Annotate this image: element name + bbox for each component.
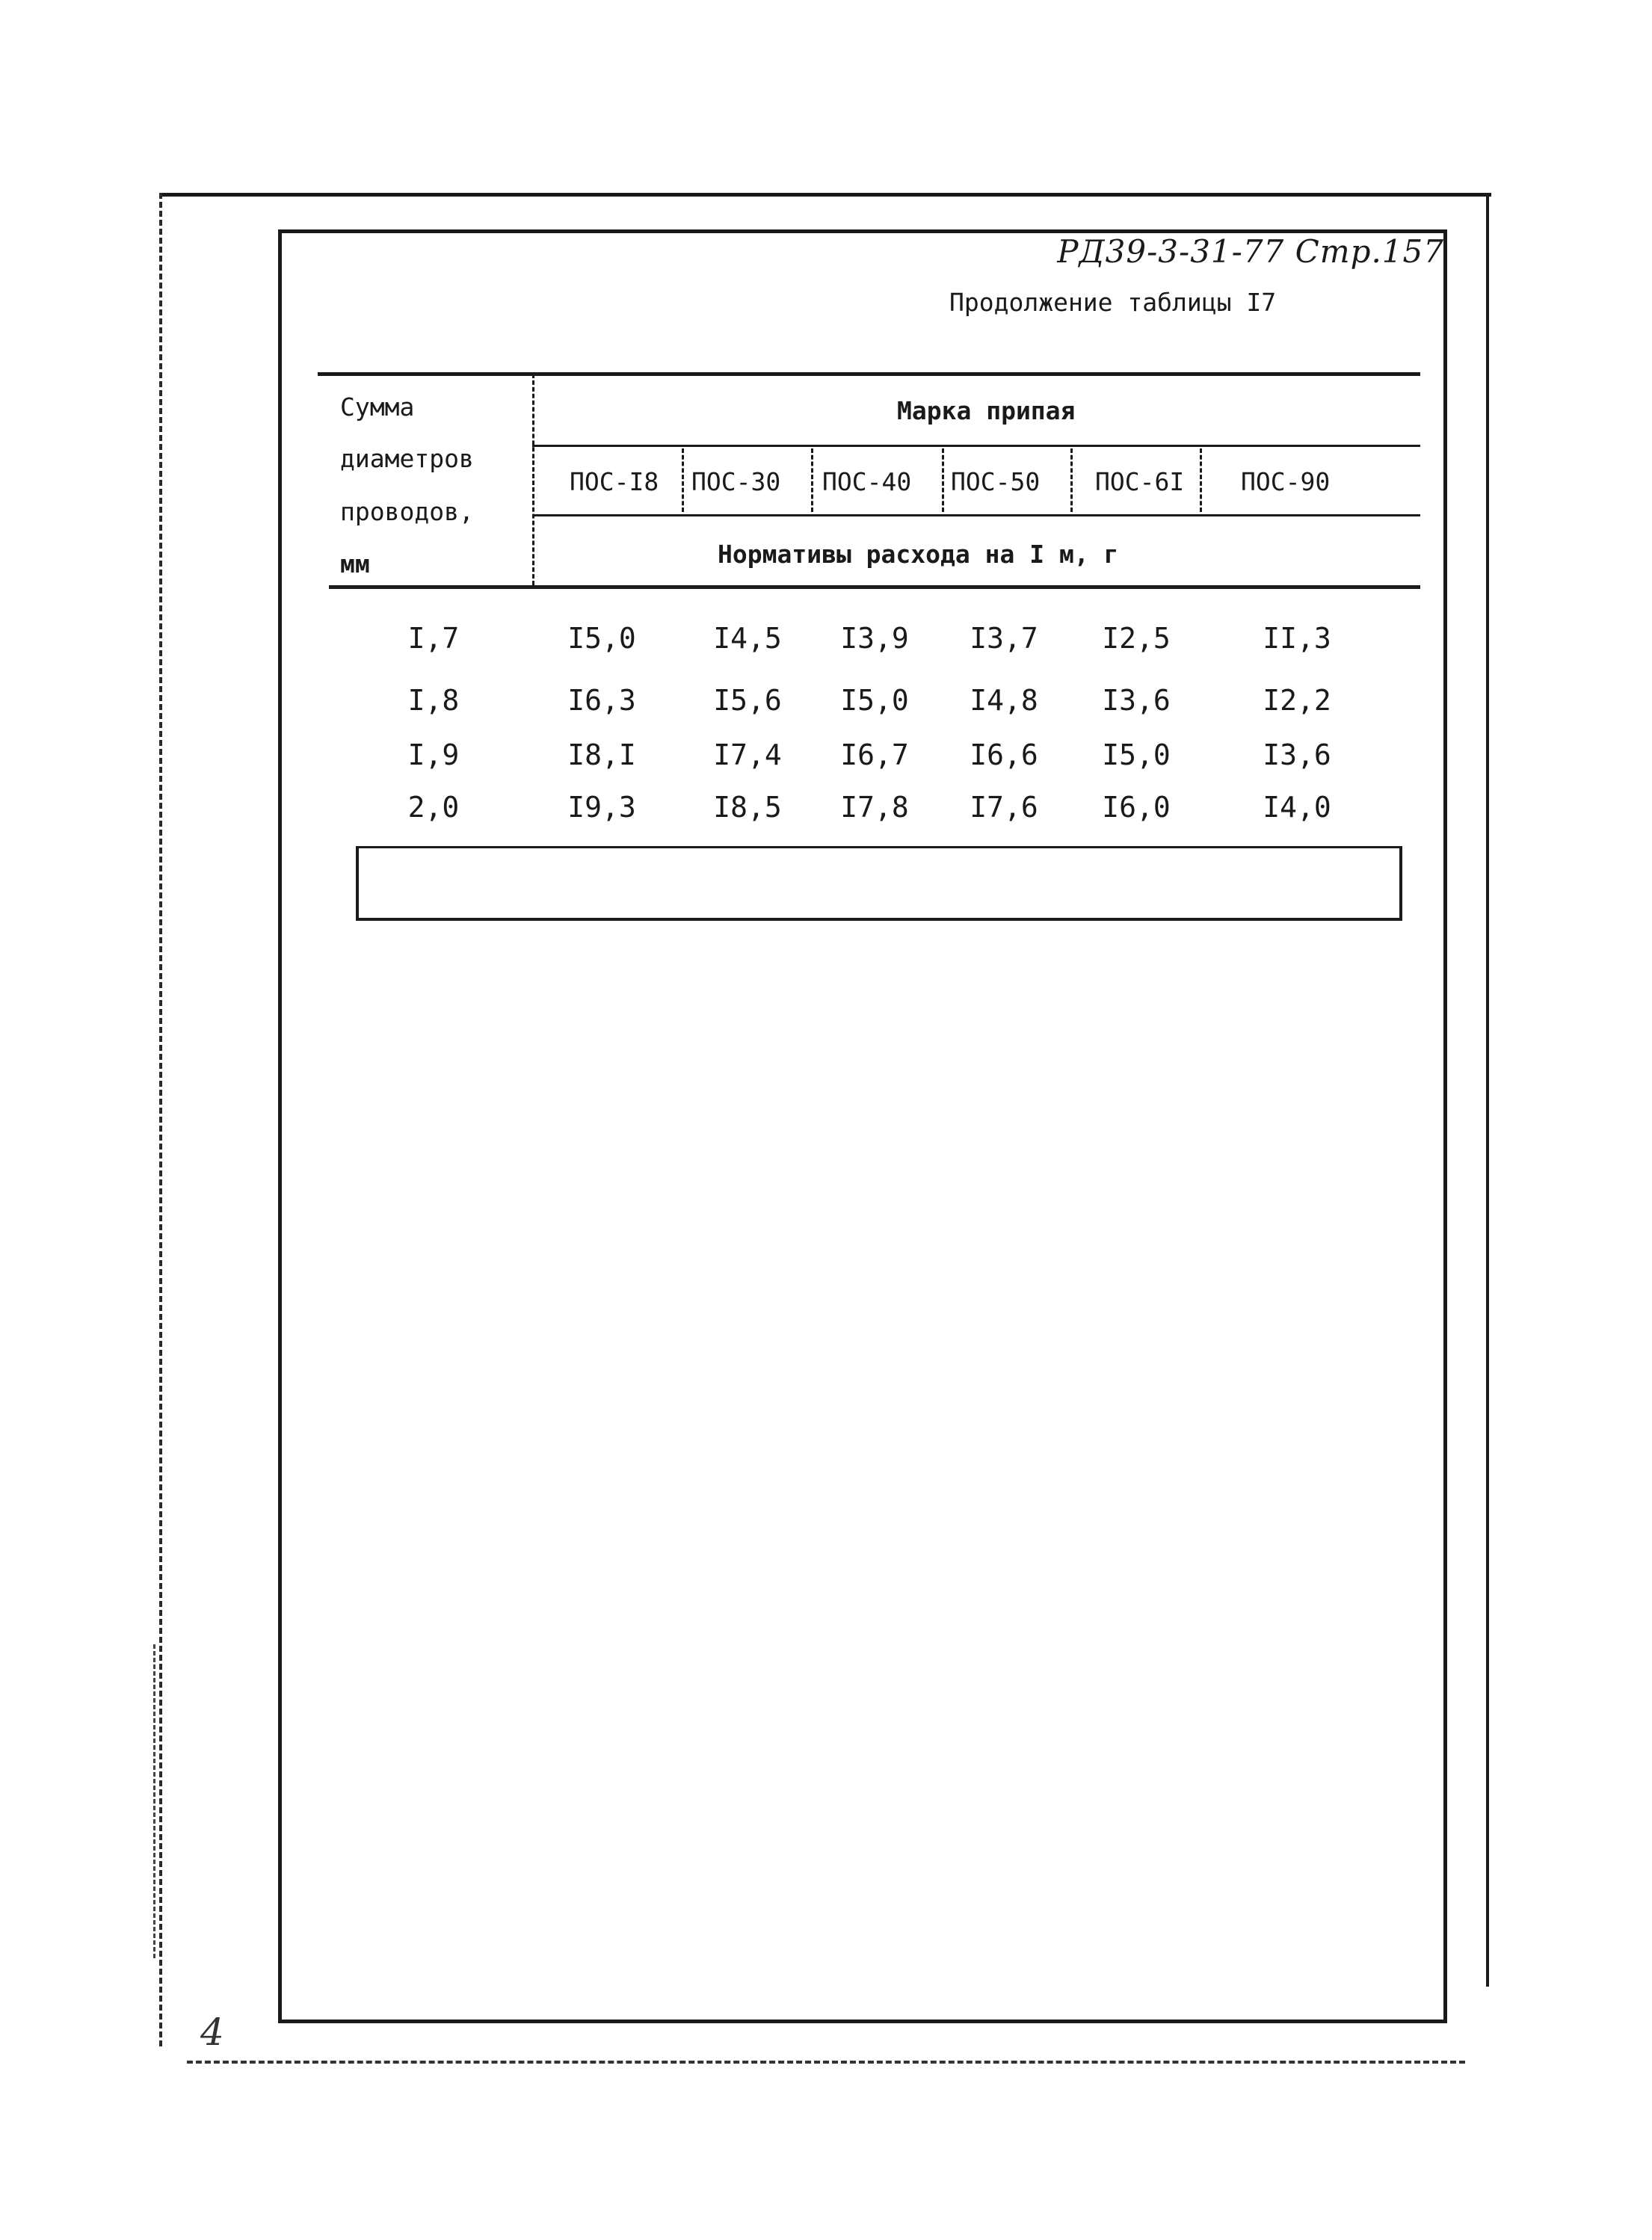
col-divider: [1200, 448, 1202, 512]
col-divider: [682, 448, 684, 512]
table-cell: I7,8: [840, 791, 909, 824]
table-cell: I5,0: [840, 684, 909, 717]
table-cell: I5,6: [713, 684, 782, 717]
header-bottom-rule: [329, 585, 1420, 589]
table-cell: I3,6: [1102, 684, 1171, 717]
document-stamp: РД39-3-31-77 Стр.157: [1057, 233, 1444, 270]
group-header: Марка припая: [897, 396, 1076, 425]
table-top-rule: [318, 372, 1420, 376]
table-cell: I4,0: [1263, 791, 1331, 824]
stub-header-line: диаметров: [340, 444, 474, 473]
table-cell: II,3: [1263, 622, 1331, 655]
table-cell: I2,2: [1263, 684, 1331, 717]
table-cell: I3,9: [840, 622, 909, 655]
column-header: ПОС-I8: [570, 467, 659, 496]
table-cell: I3,7: [970, 622, 1038, 655]
table-cell: I6,0: [1102, 791, 1171, 824]
table-caption: Продолжение таблицы I7: [949, 288, 1277, 317]
stub-header-line: проводов,: [340, 497, 474, 526]
row-sum: 2,0: [407, 791, 460, 824]
columns-rule: [532, 514, 1420, 516]
table-cell: I9,3: [567, 791, 636, 824]
group-header-rule: [532, 445, 1420, 447]
row-sum: I,8: [407, 684, 460, 717]
col-divider: [1070, 448, 1073, 512]
table-cell: I6,7: [840, 738, 909, 771]
outer-frame-left: [159, 193, 162, 2046]
column-header: ПОС-30: [691, 467, 781, 496]
column-header: ПОС-50: [951, 467, 1041, 496]
stub-header-line: Сумма: [340, 392, 415, 422]
table-cell: I7,4: [713, 738, 782, 771]
table-cell: I2,5: [1102, 622, 1171, 655]
margin-mark: 4: [200, 2011, 224, 2054]
table-cell: I4,5: [713, 622, 782, 655]
outer-frame-right: [1486, 193, 1489, 1987]
row-sum: I,9: [407, 738, 460, 771]
outer-frame-top: [161, 193, 1491, 197]
column-header: ПОС-6I: [1095, 467, 1185, 496]
unit-header: Нормативы расхода на I м, г: [718, 540, 1119, 569]
table-cell: I7,6: [970, 791, 1038, 824]
table-cell: I8,5: [713, 791, 782, 824]
table-end-box: [356, 846, 1402, 921]
stub-header-line: мм: [340, 549, 370, 578]
table-cell: I8,I: [567, 738, 636, 771]
table-cell: I6,3: [567, 684, 636, 717]
row-sum: I,7: [407, 622, 460, 655]
col-divider: [811, 448, 813, 512]
col-divider: [942, 448, 944, 512]
column-header: ПОС-40: [822, 467, 912, 496]
stub-divider: [532, 374, 534, 585]
table-cell: I5,0: [1102, 738, 1171, 771]
column-header: ПОС-90: [1241, 467, 1331, 496]
table-cell: I5,0: [567, 622, 636, 655]
table-cell: I3,6: [1263, 738, 1331, 771]
table-cell: I4,8: [970, 684, 1038, 717]
table-cell: I6,6: [970, 738, 1038, 771]
bottom-rule: [187, 2061, 1465, 2064]
margin-dash: [153, 1644, 155, 1958]
